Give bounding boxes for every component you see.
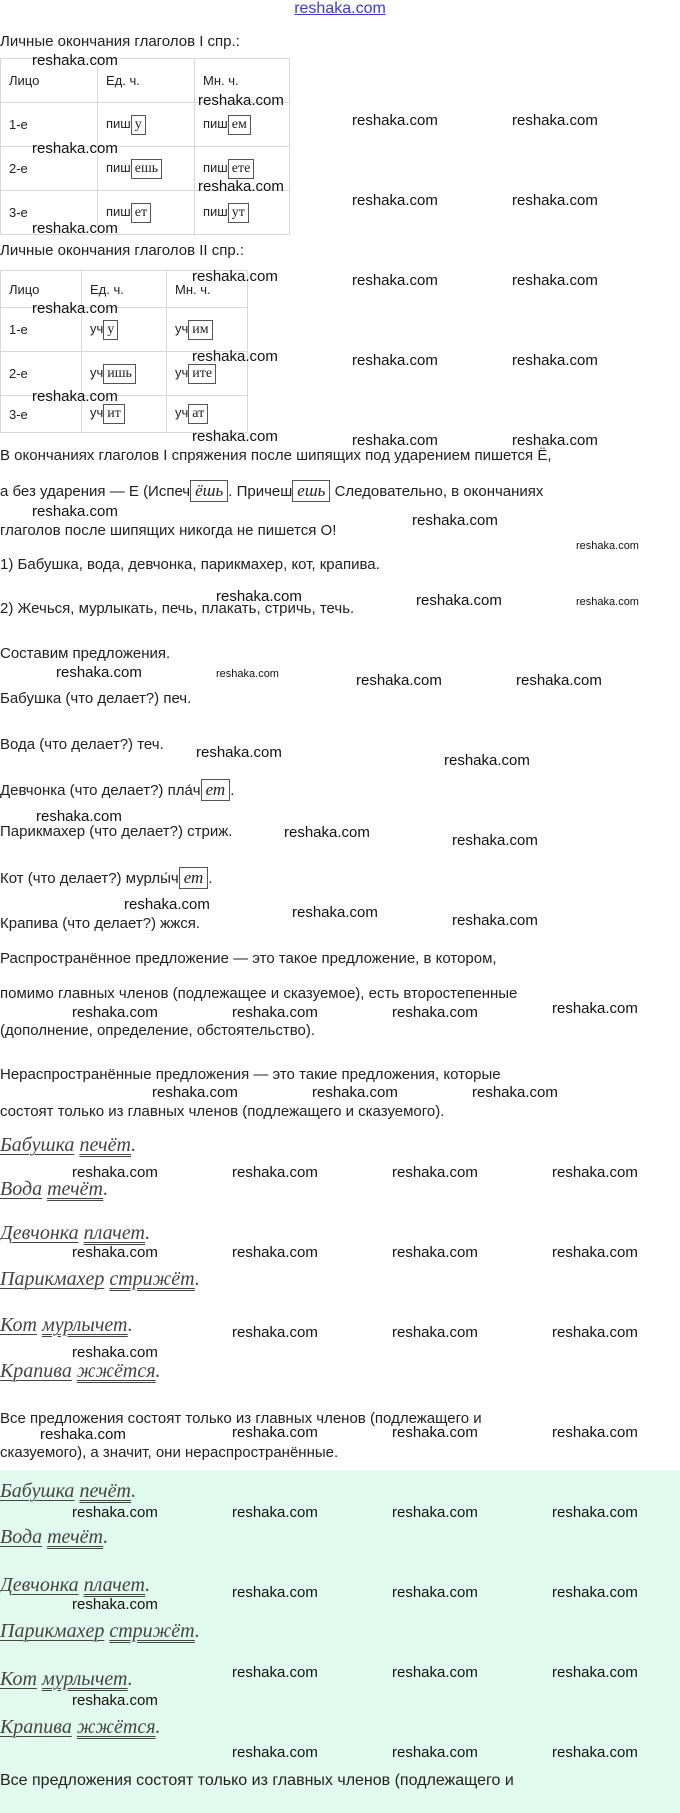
watermark: reshaka.com (232, 1244, 318, 1261)
watermark: reshaka.com (284, 824, 370, 841)
sentence: Бабушка печёт. (0, 1480, 137, 1502)
stem: уч (175, 364, 189, 380)
predicate: мурлычет (41, 1668, 128, 1690)
question-tail: . (230, 782, 235, 799)
subject: Парикмахер (0, 1620, 105, 1642)
watermark: reshaka.com (576, 596, 639, 608)
question-line (0, 779, 234, 801)
watermark: reshaka.com (552, 1504, 638, 1521)
stem: уч (90, 364, 104, 380)
watermark: reshaka.com (232, 1004, 318, 1021)
question-line: Вода (что делает?) теч. (0, 736, 164, 753)
watermark: reshaka.com (552, 1324, 638, 1341)
watermark: reshaka.com (72, 1004, 158, 1021)
question-line (0, 867, 213, 889)
watermark: reshaka.com (232, 1504, 318, 1521)
cell-plural (167, 396, 248, 433)
cell-person: 1-е (1, 308, 82, 352)
ending-box: ет (179, 867, 209, 889)
watermark: reshaka.com (192, 268, 278, 285)
ending-box: ет (201, 779, 231, 801)
predicate: стрижёт (109, 1268, 195, 1290)
watermark: reshaka.com (216, 668, 279, 680)
stem: уч (90, 320, 104, 336)
watermark: reshaka.com (72, 1692, 158, 1709)
ending-box: им (188, 320, 212, 340)
ending-box: у (103, 320, 118, 340)
watermark: reshaka.com (552, 1744, 638, 1761)
definition-line: Распространённое предложение — это такое предложение, в котором, (0, 950, 497, 967)
rule-line-3: глаголов после шипящих никогда не пишется О! (0, 522, 337, 539)
watermark: reshaka.com (192, 348, 278, 365)
subject: Бабушка (0, 1480, 75, 1502)
subject: Девчонка (0, 1222, 79, 1244)
rule-text: . Причеш (228, 483, 293, 500)
stem: пиш (203, 115, 228, 131)
header-plural: Мн. ч. (195, 59, 290, 103)
watermark: reshaka.com (356, 672, 442, 689)
watermark: reshaka.com (232, 1164, 318, 1181)
header-plural: Мн. ч. (167, 271, 248, 308)
watermark: reshaka.com (232, 1584, 318, 1601)
watermark: reshaka.com (576, 540, 639, 552)
subject: Вода (0, 1526, 43, 1548)
ending-box: ат (188, 404, 208, 424)
watermark: reshaka.com (352, 352, 438, 369)
ending-box: ешь (131, 159, 162, 179)
compose-title: Составим предложения. (0, 645, 171, 662)
watermark: reshaka.com (32, 220, 118, 237)
watermark: reshaka.com (392, 1004, 478, 1021)
ending-box: ит (103, 404, 125, 424)
site-link[interactable]: reshaka.com (294, 0, 386, 17)
watermark: reshaka.com (444, 752, 530, 769)
watermark: reshaka.com (552, 1000, 638, 1017)
sentence: Девчонка плачет. (0, 1222, 151, 1244)
rule-line-1: В окончаниях глаголов I спряжения после шипящих под ударением пишется Ё, (0, 447, 552, 464)
watermark: reshaka.com (512, 112, 598, 129)
watermark: reshaka.com (32, 52, 118, 69)
watermark: reshaka.com (392, 1504, 478, 1521)
predicate: жжётся (76, 1716, 156, 1738)
watermark: reshaka.com (552, 1164, 638, 1181)
watermark: reshaka.com (392, 1164, 478, 1181)
sentence: Парикмахер стрижёт. (0, 1268, 200, 1290)
stem: пиш (106, 115, 131, 131)
watermark: reshaka.com (124, 896, 210, 913)
conclusion-line: Все предложения состоят только из главных членов (подлежащего и (0, 1772, 514, 1789)
cell-person: 2-е (1, 352, 82, 396)
watermark: reshaka.com (412, 512, 498, 529)
subject: Кот (0, 1668, 37, 1690)
header-singular: Ед. ч. (82, 271, 167, 308)
predicate: печёт (79, 1134, 132, 1156)
watermark: reshaka.com (512, 192, 598, 209)
watermark: reshaka.com (232, 1744, 318, 1761)
cell-person: 2-е (1, 147, 98, 191)
watermark: reshaka.com (198, 92, 284, 109)
ending-box: ете (228, 159, 255, 179)
watermark: reshaka.com (312, 1084, 398, 1101)
section2-title: Личные окончания глаголов II спр.: (0, 242, 245, 259)
watermark: reshaka.com (552, 1584, 638, 1601)
subject: Парикмахер (0, 1268, 105, 1290)
header-person: Лицо (1, 271, 82, 308)
watermark: reshaka.com (552, 1424, 638, 1441)
ending-box: у (131, 115, 146, 135)
watermark: reshaka.com (392, 1584, 478, 1601)
subject: Крапива (0, 1360, 72, 1382)
predicate: плачет (83, 1574, 146, 1596)
watermark: reshaka.com (216, 588, 302, 605)
watermark: reshaka.com (32, 503, 118, 520)
sentence: Кот мурлычет. (0, 1314, 133, 1336)
rule-text: Следовательно, в окончаниях (330, 483, 544, 500)
watermark: reshaka.com (552, 1244, 638, 1261)
ending-box: ем (228, 115, 251, 135)
watermark: reshaka.com (392, 1244, 478, 1261)
cell-plural (195, 191, 290, 235)
definition-line: (дополнение, определение, обстоятельство). (0, 1022, 316, 1039)
stem: уч (90, 405, 104, 420)
word-list-1: 1) Бабушка, вода, девчонка, парикмахер, кот, крапива. (0, 556, 380, 573)
watermark: reshaka.com (416, 592, 502, 609)
question-line: Бабушка (что делает?) печ. (0, 690, 192, 707)
subject: Вода (0, 1178, 43, 1200)
header-singular: Ед. ч. (98, 59, 195, 103)
watermark: reshaka.com (472, 1084, 558, 1101)
watermark: reshaka.com (40, 1426, 126, 1443)
sentence: Кот мурлычет. (0, 1668, 133, 1690)
watermark: reshaka.com (512, 352, 598, 369)
cell-person: 1-е (1, 103, 98, 147)
ending-box: ите (188, 364, 216, 384)
watermark: reshaka.com (512, 432, 598, 449)
ending-box: ешь (292, 480, 330, 502)
question-tail: . (208, 870, 213, 887)
watermark: reshaka.com (32, 140, 118, 157)
sentence: Крапива жжётся. (0, 1360, 161, 1382)
watermark: reshaka.com (452, 912, 538, 929)
watermark: reshaka.com (512, 272, 598, 289)
watermark: reshaka.com (192, 428, 278, 445)
watermark: reshaka.com (392, 1324, 478, 1341)
subject: Бабушка (0, 1134, 75, 1156)
sentence: Парикмахер стрижёт. (0, 1620, 200, 1642)
question-line: Крапива (что делает?) жжся. (0, 915, 201, 932)
predicate: течёт (47, 1178, 104, 1200)
watermark: reshaka.com (198, 178, 284, 195)
watermark: reshaka.com (352, 272, 438, 289)
rule-line-2 (0, 480, 543, 502)
predicate: мурлычет (41, 1314, 128, 1336)
watermark: reshaka.com (352, 112, 438, 129)
cell-plural (167, 308, 248, 352)
watermark: reshaka.com (196, 744, 282, 761)
predicate: стрижёт (109, 1620, 195, 1642)
stem: пиш (106, 203, 131, 219)
predicate: печёт (79, 1480, 132, 1502)
watermark: reshaka.com (392, 1664, 478, 1681)
section1-title: Личные окончания глаголов I спр.: (0, 33, 240, 50)
watermark: reshaka.com (352, 192, 438, 209)
sentence: Бабушка печёт. (0, 1134, 137, 1156)
question-text: Кот (что делает?) мурлы́ч (0, 870, 179, 887)
ending-box: ет (131, 203, 151, 223)
watermark: reshaka.com (36, 808, 122, 825)
watermark: reshaka.com (392, 1424, 478, 1441)
watermark: reshaka.com (232, 1664, 318, 1681)
watermark: reshaka.com (392, 1744, 478, 1761)
word-list-2: 2) Жечься, мурлыкать, печь, плакать, стричь, течь. (0, 600, 355, 617)
question-line: Парикмахер (что делает?) стриж. (0, 823, 233, 840)
ending-box: ишь (103, 364, 136, 384)
cell-plural (195, 103, 290, 147)
predicate: жжётся (76, 1360, 156, 1382)
conclusion-line: Все предложения состоят только из главных членов (подлежащего и (0, 1410, 482, 1427)
definition-line: помимо главных членов (подлежащее и сказуемое), есть второстепенные (0, 985, 518, 1002)
watermark: reshaka.com (452, 832, 538, 849)
watermark: reshaka.com (32, 300, 118, 317)
cell-person: 3-е (1, 191, 98, 235)
predicate: течёт (47, 1526, 104, 1548)
watermark: reshaka.com (352, 432, 438, 449)
watermark: reshaka.com (552, 1664, 638, 1681)
stem: пиш (203, 203, 228, 219)
header-person: Лицо (1, 59, 98, 103)
watermark: reshaka.com (72, 1504, 158, 1521)
watermark: reshaka.com (72, 1596, 158, 1613)
sentence: Вода течёт. (0, 1178, 109, 1200)
stem: пиш (106, 159, 131, 175)
question-text: Девчонка (что делает?) пла́ч (0, 782, 201, 799)
subject: Кот (0, 1314, 37, 1336)
cell-person: 3-е (1, 396, 82, 433)
subject: Девчонка (0, 1574, 79, 1596)
watermark: reshaka.com (72, 1164, 158, 1181)
watermark: reshaka.com (232, 1424, 318, 1441)
predicate: плачет (83, 1222, 146, 1244)
sentence: Девчонка плачет. (0, 1574, 151, 1596)
watermark: reshaka.com (32, 388, 118, 405)
watermark: reshaka.com (72, 1244, 158, 1261)
watermark: reshaka.com (516, 672, 602, 689)
watermark: reshaka.com (72, 1344, 158, 1361)
sentence: Крапива жжётся. (0, 1716, 161, 1738)
watermark: reshaka.com (152, 1084, 238, 1101)
conclusion-line: сказуемого), а значит, они нераспространённые. (0, 1444, 339, 1461)
sentence: Вода течёт. (0, 1526, 109, 1548)
rule-text: а без ударения — Е (Испеч (0, 483, 191, 500)
ending-box: ут (228, 203, 249, 223)
stem: пиш (203, 159, 228, 175)
ending-box: ёшь (190, 480, 228, 502)
watermark: reshaka.com (56, 664, 142, 681)
subject: Крапива (0, 1716, 72, 1738)
stem: уч (175, 405, 189, 420)
definition-line: состоят только из главных членов (подлежащего и сказуемого). (0, 1103, 445, 1120)
watermark: reshaka.com (292, 904, 378, 921)
watermark: reshaka.com (232, 1324, 318, 1341)
stem: уч (175, 320, 189, 336)
definition-line: Нераспространённые предложения — это такие предложения, которые (0, 1066, 501, 1083)
